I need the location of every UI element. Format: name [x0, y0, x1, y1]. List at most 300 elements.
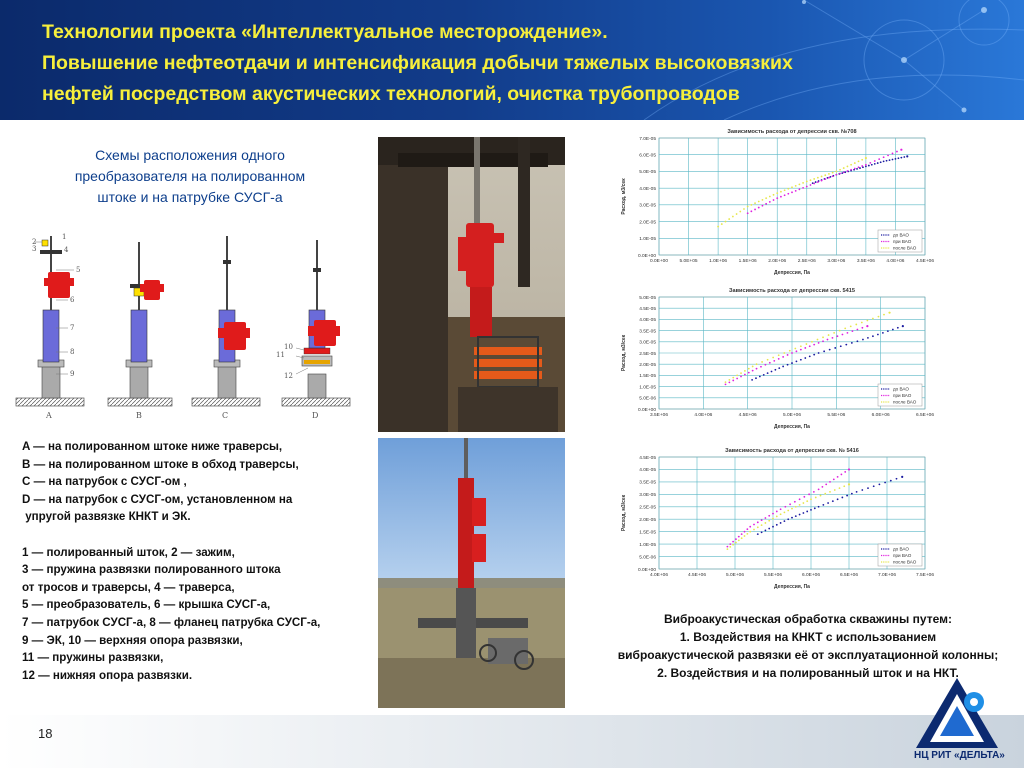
- series-point: [837, 335, 839, 337]
- series-point: [821, 176, 823, 178]
- series-point: [791, 362, 793, 364]
- chart-well-5415: [617, 283, 935, 431]
- number-label: 9: [70, 370, 75, 378]
- slide-footer: [0, 715, 1024, 768]
- series-point: [784, 194, 786, 196]
- series-point: [736, 375, 738, 377]
- series-point: [877, 334, 879, 336]
- series-point: [778, 354, 780, 356]
- series-point: [813, 354, 815, 356]
- x-axis-label: Депрессия, Па: [774, 270, 810, 276]
- series-point: [787, 518, 789, 520]
- y-tick-label: 2.5E-05: [639, 505, 656, 511]
- series-point: [739, 211, 741, 213]
- series-point: [735, 542, 737, 544]
- series-point: [810, 498, 812, 500]
- series-point: [873, 485, 875, 487]
- series-point: [796, 361, 798, 363]
- y-tick-label: 4.0E-05: [639, 468, 656, 474]
- series-point: [827, 502, 829, 504]
- legend-label: при ВАО: [893, 393, 912, 399]
- series-point: [748, 368, 750, 370]
- series-point: [832, 337, 834, 339]
- series-point: [829, 481, 831, 483]
- legend-label: до ВАО: [893, 232, 909, 238]
- series-point: [806, 511, 808, 513]
- series-point: [754, 209, 756, 211]
- x-tick-label: 3.5E+06: [856, 259, 875, 264]
- series-point: [784, 506, 786, 508]
- number-label: 2: [32, 238, 37, 246]
- series-point: [837, 476, 839, 478]
- series-point: [839, 487, 841, 489]
- series-point: [776, 511, 778, 513]
- series-point: [861, 322, 863, 324]
- series-point: [780, 513, 782, 515]
- series-point: [877, 162, 879, 164]
- series-point: [883, 156, 885, 158]
- series-point: [787, 354, 789, 356]
- series-point: [761, 361, 763, 363]
- series-point: [800, 345, 802, 347]
- legend-line: D — на патрубок с СУСГ-ом, установленном на: [22, 492, 293, 506]
- number-label: 5: [76, 266, 81, 274]
- series-point: [803, 512, 805, 514]
- caption-line: 2. Воздействия и на полированный шток и на НКТ.: [657, 666, 959, 680]
- series-point: [856, 329, 858, 331]
- series-point: [818, 352, 820, 354]
- series-point: [771, 371, 773, 373]
- series-point: [865, 164, 867, 166]
- series-point: [772, 513, 774, 515]
- y-tick-label: 3.5E-05: [639, 480, 656, 486]
- series-point: [749, 526, 751, 528]
- series-point: [803, 502, 805, 504]
- series-point: [841, 497, 843, 499]
- x-tick-label: 6.0E+06: [871, 413, 890, 418]
- series-point: [767, 359, 769, 361]
- series-point: [861, 489, 863, 491]
- y-tick-label: 1.0E-05: [639, 237, 656, 243]
- series-point: [874, 160, 876, 162]
- series-point: [787, 510, 789, 512]
- y-tick-label: 7.0E-05: [639, 136, 656, 142]
- number-label: 6: [70, 296, 75, 304]
- series-point: [727, 548, 729, 550]
- series-point: [751, 379, 753, 381]
- caption-line: виброакустической развязки её от эксплуатационной колонны;: [617, 648, 999, 662]
- y-tick-label: 1.0E-05: [639, 542, 656, 548]
- series-point: [750, 204, 752, 206]
- series-point: [768, 520, 770, 522]
- series-point: [756, 368, 758, 370]
- series-point: [856, 340, 858, 342]
- series-point: [839, 330, 841, 332]
- x-tick-label: 6.0E+06: [801, 573, 821, 578]
- legend-line: от тросов и траверсы, 4 — траверса,: [22, 580, 235, 594]
- series-point: [871, 164, 873, 166]
- legend-line: 9 — ЭК, 10 — верхняя опора развязки,: [22, 633, 243, 647]
- series-point: [861, 327, 863, 329]
- series-point: [749, 531, 751, 533]
- series-point: [832, 500, 834, 502]
- series-point: [865, 166, 867, 168]
- number-label: 3: [32, 245, 37, 253]
- x-tick-label: 5.0E+05: [679, 259, 698, 264]
- series-point: [794, 501, 796, 503]
- series-point: [758, 207, 760, 209]
- series-point: [902, 325, 904, 327]
- series-point: [862, 339, 864, 341]
- series-point: [752, 366, 754, 368]
- series-point: [874, 163, 876, 165]
- series-point: [732, 216, 734, 218]
- series-point: [732, 380, 734, 382]
- series-point: [896, 478, 898, 480]
- series-point: [740, 376, 742, 378]
- series-point: [794, 348, 796, 350]
- series-point: [867, 487, 869, 489]
- series-point: [898, 157, 900, 159]
- series-point: [744, 370, 746, 372]
- x-tick-label: 5.5E+06: [827, 413, 846, 418]
- series-point: [845, 344, 847, 346]
- series-point: [883, 161, 885, 163]
- y-tick-label: 2.0E-05: [639, 363, 656, 368]
- series-point: [847, 170, 849, 172]
- series-point: [815, 497, 817, 499]
- legend-line: B — на полированном штоке в обход траверсы,: [22, 457, 299, 471]
- series-point: [810, 179, 812, 181]
- y-axis-label: Расход, м3/сек: [621, 178, 627, 215]
- y-tick-label: 2.0E-05: [639, 518, 656, 524]
- x-tick-label: 4.0E+06: [694, 413, 713, 418]
- legend-line: 5 — преобразователь, 6 — крышка СУСГ-а,: [22, 598, 271, 612]
- series-point: [761, 531, 763, 533]
- number-label: 4: [64, 246, 69, 254]
- series-point: [856, 168, 858, 170]
- series-point: [815, 181, 817, 183]
- variant-label: D: [312, 411, 319, 420]
- series-point: [903, 156, 905, 158]
- series-point: [780, 191, 782, 193]
- series-point: [736, 378, 738, 380]
- series-point: [798, 183, 800, 185]
- series-point: [901, 476, 903, 478]
- series-point: [772, 357, 774, 359]
- series-point: [773, 194, 775, 196]
- y-tick-label: 1.0E-05: [639, 385, 656, 391]
- transducer-placement-diagram: [12, 228, 357, 422]
- series-point: [717, 226, 719, 228]
- caption-line: Виброакустическая обработка скважины путем:: [664, 612, 952, 626]
- series-point: [813, 183, 815, 185]
- series-point: [822, 340, 824, 342]
- y-tick-label: 4.0E-05: [639, 318, 656, 324]
- series-point: [832, 175, 834, 177]
- schemes-title-line: штоке и на патрубке СУСГ-а: [97, 189, 283, 205]
- series-point: [759, 376, 761, 378]
- series-point: [791, 352, 793, 354]
- series-point: [858, 161, 860, 163]
- series-point: [887, 154, 889, 156]
- series-point: [806, 181, 808, 183]
- series-point: [872, 335, 874, 337]
- series-point: [854, 168, 856, 170]
- series-point: [728, 382, 730, 384]
- y-axis-label: Расход, м3/сек: [621, 494, 627, 532]
- series-point: [783, 352, 785, 354]
- series-point: [765, 522, 767, 524]
- schemes-title-line: преобразователя на полированном: [74, 168, 306, 184]
- series-point: [752, 370, 754, 372]
- series-point: [865, 157, 867, 159]
- legend-line: 3 — пружина развязки полированного штока: [22, 563, 281, 577]
- series-point: [791, 508, 793, 510]
- series-point: [818, 342, 820, 344]
- series-point: [813, 491, 815, 493]
- series-point: [741, 533, 743, 535]
- series-point: [738, 536, 740, 538]
- y-tick-label: 2.0E-05: [639, 220, 656, 226]
- series-point: [773, 199, 775, 201]
- series-point: [750, 210, 752, 212]
- series-point: [772, 526, 774, 528]
- legend-line: 12 — нижняя опора развязки.: [22, 668, 193, 682]
- series-point: [867, 337, 869, 339]
- legend-line: упругой развязке КНКТ и ЭК.: [22, 510, 191, 524]
- series-point: [765, 517, 767, 519]
- x-tick-label: 6.5E+06: [915, 413, 935, 418]
- series-point: [828, 334, 830, 336]
- series-point: [776, 197, 778, 199]
- series-point: [772, 518, 774, 520]
- series-point: [800, 349, 802, 351]
- series-point: [767, 372, 769, 374]
- y-tick-label: 3.0E-05: [639, 340, 656, 346]
- series-point: [861, 159, 863, 161]
- series-point: [736, 213, 738, 215]
- series-point: [747, 206, 749, 208]
- legend-label: до ВАО: [893, 386, 909, 392]
- slide-title-line: Технологии проекта «Интеллектуальное месторождение».: [42, 21, 608, 43]
- series-point: [778, 358, 780, 360]
- photo-wellhead: [378, 438, 565, 708]
- series-point: [821, 180, 823, 182]
- number-label: 12: [284, 372, 293, 380]
- series-point: [784, 520, 786, 522]
- series-point: [829, 349, 831, 351]
- series-point: [768, 528, 770, 530]
- series-point: [765, 197, 767, 199]
- series-point: [834, 489, 836, 491]
- series-point: [732, 377, 734, 379]
- series-point: [721, 223, 723, 225]
- series-point: [896, 151, 898, 153]
- series-point: [757, 526, 759, 528]
- series-point: [833, 332, 835, 334]
- series-point: [741, 537, 743, 539]
- series-point: [795, 190, 797, 192]
- series-point: [817, 177, 819, 179]
- series-point: [858, 166, 860, 168]
- series-point: [760, 366, 762, 368]
- series-point: [883, 314, 885, 316]
- number-label: 11: [276, 351, 285, 359]
- series-point: [791, 517, 793, 519]
- series-point: [825, 483, 827, 485]
- series-point: [791, 191, 793, 193]
- chart-well-708: [617, 124, 935, 277]
- number-label: 8: [70, 348, 75, 356]
- series-point: [755, 377, 757, 379]
- series-point: [768, 515, 770, 517]
- y-tick-label: 5.0E-05: [639, 170, 656, 176]
- y-tick-label: 0.0E+00: [637, 253, 656, 259]
- series-point: [850, 326, 852, 328]
- series-point: [743, 208, 745, 210]
- series-point: [762, 199, 764, 201]
- series-point: [861, 165, 863, 167]
- series-point: [774, 369, 776, 371]
- series-point: [852, 330, 854, 332]
- series-point: [728, 379, 730, 381]
- scheme-variant-b: [108, 242, 172, 420]
- company-logo-text: НЦ РИТ «ДЕЛЬТА»: [914, 750, 1005, 761]
- series-point: [738, 539, 740, 541]
- series-point: [882, 332, 884, 334]
- series-point: [824, 178, 826, 180]
- series-point: [824, 174, 826, 176]
- series-point: [848, 468, 850, 470]
- series-point: [839, 173, 841, 175]
- photo-transducer-on-rod: [378, 137, 565, 432]
- series-point: [808, 493, 810, 495]
- series-point: [835, 171, 837, 173]
- series-point: [839, 169, 841, 171]
- number-label: 7: [70, 324, 75, 332]
- legend-line: [22, 526, 367, 544]
- x-tick-label: 3.5E+06: [649, 413, 669, 418]
- series-point: [828, 177, 830, 179]
- x-tick-label: 4.5E+06: [687, 573, 707, 578]
- series-point: [806, 343, 808, 345]
- series-point: [843, 485, 845, 487]
- series-point: [841, 474, 843, 476]
- chart-title: Зависимость расхода от депрессии скв. № 5416: [725, 448, 859, 454]
- series-point: [757, 521, 759, 523]
- slide-title-line: Повышение нефтеотдачи и интенсификация добычи тяжелых высоковязких: [42, 52, 793, 74]
- series-point: [795, 185, 797, 187]
- series-point: [822, 504, 824, 506]
- series-point: [799, 504, 801, 506]
- series-point: [906, 155, 908, 157]
- series-point: [756, 363, 758, 365]
- series-point: [744, 531, 746, 533]
- x-tick-label: 2.0E+06: [768, 259, 787, 264]
- x-tick-label: 7.0E+06: [877, 573, 897, 578]
- series-point: [843, 167, 845, 169]
- series-point: [802, 182, 804, 184]
- series-point: [818, 506, 820, 508]
- series-point: [811, 341, 813, 343]
- x-tick-label: 4.5E+06: [915, 259, 935, 264]
- series-point: [780, 522, 782, 524]
- series-point: [757, 533, 759, 535]
- series-point: [795, 515, 797, 517]
- variant-label: B: [136, 411, 142, 420]
- series-point: [796, 350, 798, 352]
- series-point: [776, 524, 778, 526]
- series-point: [851, 493, 853, 495]
- y-tick-label: 3.0E-05: [639, 203, 656, 209]
- series-point: [850, 164, 852, 166]
- scheme-variant-c: [192, 236, 260, 420]
- series-point: [847, 332, 849, 334]
- y-tick-label: 5.0E-05: [639, 295, 656, 301]
- legend-line: C — на патрубок с СУСГ-ом ,: [22, 475, 187, 489]
- series-point: [799, 514, 801, 516]
- series-point: [780, 196, 782, 198]
- series-point: [727, 546, 729, 548]
- x-axis-label: Депрессия, Па: [774, 584, 810, 590]
- legend-label: до ВАО: [893, 546, 909, 552]
- series-point: [735, 538, 737, 540]
- series-point: [732, 541, 734, 543]
- legend-label: после ВАО: [893, 559, 917, 565]
- schemes-title: [20, 145, 360, 208]
- series-point: [725, 221, 727, 223]
- series-point: [782, 356, 784, 358]
- series-point: [814, 507, 816, 509]
- series-point: [842, 334, 844, 336]
- legend-label: после ВАО: [893, 399, 917, 405]
- series-point: [817, 181, 819, 183]
- series-point: [765, 364, 767, 366]
- series-point: [744, 374, 746, 376]
- x-tick-label: 5.0E+06: [725, 573, 745, 578]
- series-point: [844, 471, 846, 473]
- y-tick-label: 1.5E-05: [639, 530, 656, 536]
- chart-well-5416: [617, 443, 935, 591]
- x-tick-label: 7.5E+06: [915, 573, 935, 578]
- number-label: 10: [284, 343, 293, 351]
- series-point: [890, 480, 892, 482]
- x-tick-label: 5.0E+06: [782, 413, 802, 418]
- series-point: [765, 530, 767, 532]
- x-tick-label: 4.0E+06: [649, 573, 669, 578]
- series-point: [892, 153, 894, 155]
- series-point: [732, 544, 734, 546]
- y-axis-label: Расход, м3/сек: [621, 334, 627, 372]
- series-point: [880, 161, 882, 163]
- series-point: [769, 196, 771, 198]
- legend-label: при ВАО: [893, 239, 912, 245]
- series-point: [868, 165, 870, 167]
- y-tick-label: 5.0E-06: [639, 555, 656, 561]
- series-point: [795, 506, 797, 508]
- series-point: [778, 367, 780, 369]
- series-point: [855, 324, 857, 326]
- series-point: [810, 184, 812, 186]
- series-point: [884, 482, 886, 484]
- slide-title-line: нефтей посредством акустических технологий, очистка трубопроводов: [42, 83, 740, 105]
- series-point: [763, 374, 765, 376]
- series-point: [746, 533, 748, 535]
- series-point: [866, 320, 868, 322]
- legend-line: 7 — патрубок СУСГ-а, 8 — фланец патрубка СУСГ-а,: [22, 615, 321, 629]
- series-point: [829, 491, 831, 493]
